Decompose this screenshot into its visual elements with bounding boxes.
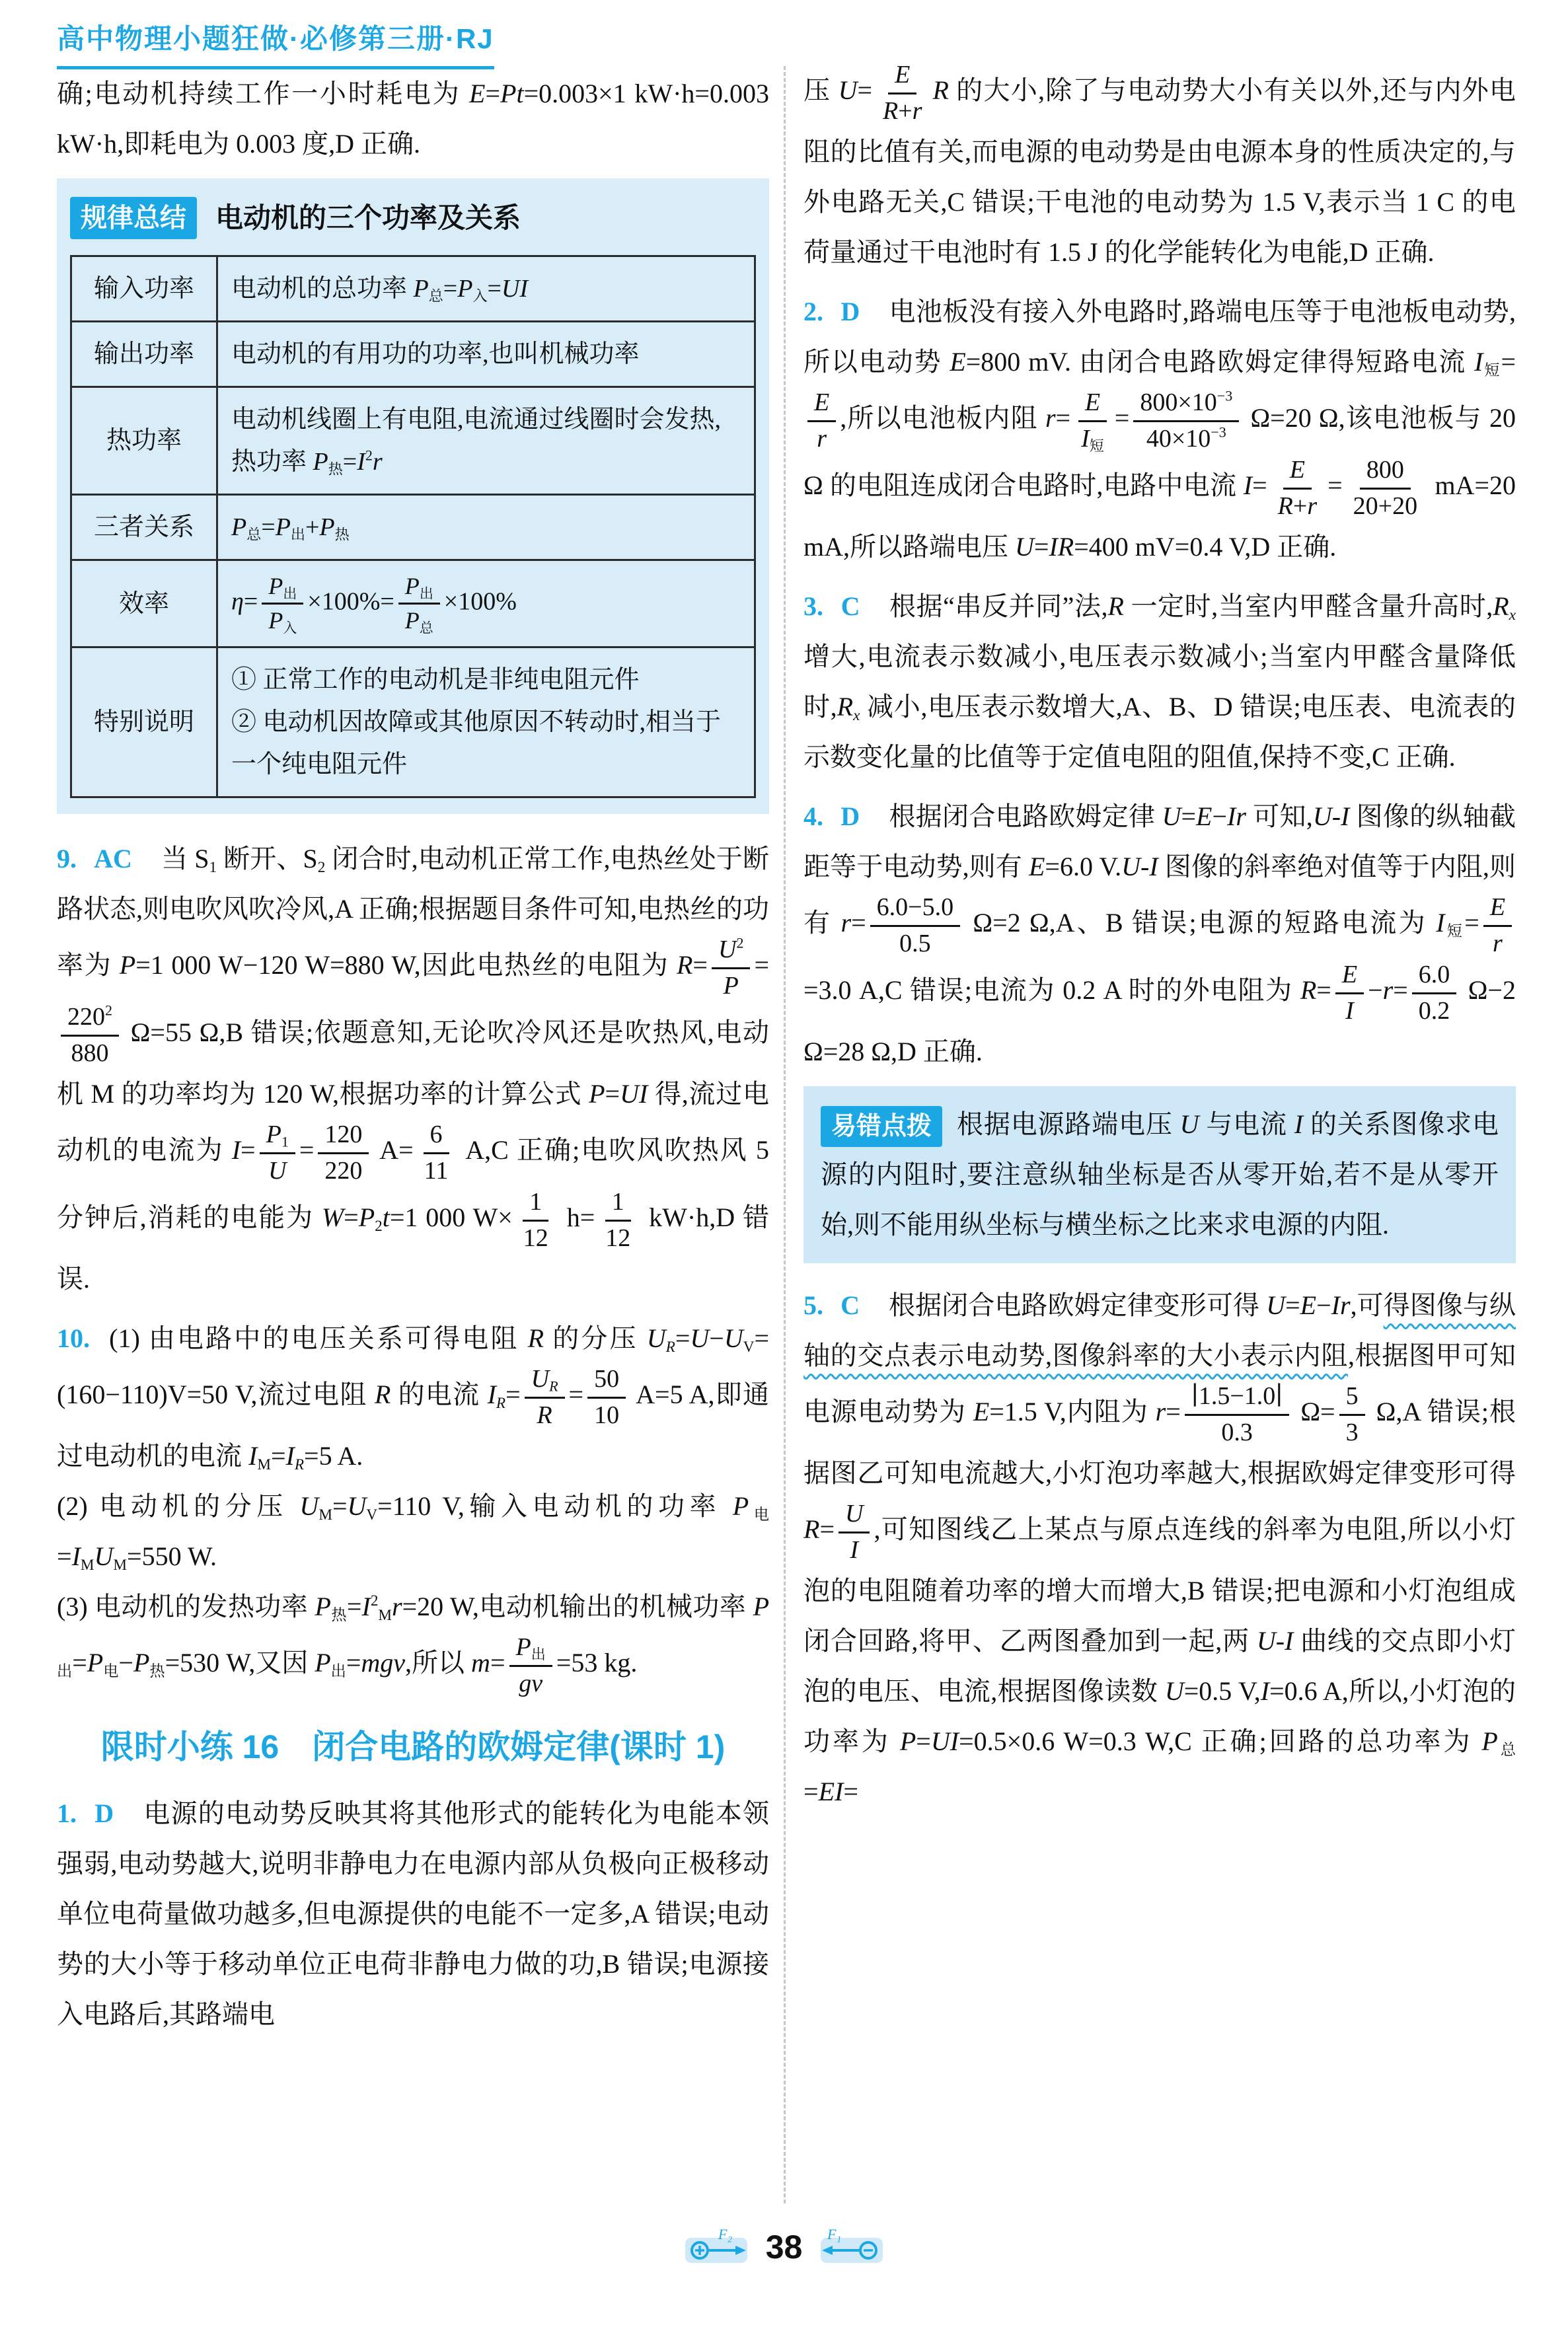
positive-charge-arrow-icon xyxy=(684,2229,750,2266)
page-number: 38 xyxy=(765,2229,803,2266)
answer-text: 电池板没有接入外电路时,路端电压等于电池板电动势,所以电动势 E=800 mV. 由闭合电路欧姆定律得短路电流 $I_短=$ $\frac{E}{r}$ ,所以电池板内阻 r= $\frac{E}{I_短}$ = $\frac{800\times 10^{-3}}{40\times 10^{-3}}$ Ω=20 Ω,该电池板与 20 Ω 的电阻连成闭合电路时,电路中电流 I= $\frac{E}{R+r}$ = $\frac{800}{20+20}$ mA=20 mA,所以路端电压 U=IR=400 mV=0.4 V,D 正确. xyxy=(803,297,1516,562)
table-row xyxy=(71,647,755,797)
answer-item-9 xyxy=(57,834,769,1304)
answer-item-3 xyxy=(803,581,1516,782)
answer-number: 10. xyxy=(57,1323,90,1354)
table-row-value: η= $\frac{P_出}{P_入}$ ×100%= $\frac{P_出}{P_总}$ ×100% xyxy=(217,560,755,647)
table-row-value: ① 正常工作的电动机是非纯电阻元件 ② 电动机因故障或其他原因不转动时,相当于一个纯电阻元件 xyxy=(217,647,755,797)
rules-summary-header xyxy=(70,193,756,243)
answer-number: 3. xyxy=(803,591,823,621)
answer-letter: D xyxy=(94,1798,114,1829)
table-row xyxy=(71,495,755,560)
table-row xyxy=(71,387,755,495)
table-row-key: 三者关系 xyxy=(71,495,217,560)
rules-summary-panel xyxy=(57,178,769,814)
table-row-value: $P_总=P_出+P_热$ xyxy=(217,495,755,560)
continuation-paragraph: 压 U= $\frac{E}{R+r}$ R 的大小,除了与电动势大小有关以外,还与内外电阻的比值有关,而电源的电动势是由电源本身的性质决定的,与外电路无关,C 错误;干电池的电动势为 1.5 V,表示当 1 C 的电荷量通过干电池时有 1.5 J 的化学能转化为电能,D 正确. xyxy=(803,61,1516,267)
force-label-f2: F₂ xyxy=(718,2229,732,2242)
answer-text: 电源的电动势反映其将其他形式的能转化为电能本领强弱,电动势越大,说明非静电力在电源内部从负极向正极移动单位电荷量做功越多,但电源提供的电能不一定多,A 错误;电动势的大小等于移动单位正电荷非静电力做的功,B 错误;电源接入电路后,其路端电 xyxy=(57,1798,770,2030)
column-divider xyxy=(784,66,786,2203)
error-tip-panel xyxy=(803,1086,1516,1263)
answer-item-2 xyxy=(803,287,1516,572)
table-row xyxy=(71,256,755,322)
power-relations-table xyxy=(70,255,756,798)
table-row xyxy=(71,560,755,647)
answer-letter: AC xyxy=(94,844,132,874)
rules-summary-badge: 规律总结 xyxy=(70,197,197,239)
answer-number: 2. xyxy=(803,297,823,326)
table-row-key: 特别说明 xyxy=(71,647,217,797)
error-tip-text: 根据电源路端电压 U 与电流 I 的关系图像求电源的内阻时,要注意纵轴坐标是否从零开始,若不是从零开始,则不能用纵坐标与横坐标之比来求电源的内阻. xyxy=(821,1109,1499,1239)
answer-text: 根据闭合电路欧姆定律变形可得 U=E−Ir,可得图像与纵轴的交点表示电动势,图像斜率的大小表示内阻,根据图甲可知电源电动势为 E=1.5 V,内阻为 r= $\frac{∣1.5-1.0∣}{0.3}$ Ω= $\frac{5}{3}$ Ω,A 错误;根据图乙可知电流越大,小灯泡功率越大,根据欧姆定律变形可得 R= $\frac{U}{I}$ ,可知图线乙上某点与原点连线的斜率为电阻,所以小灯泡的电阻随着功率的增大而增大,B 错误;把电源和小灯泡组成闭合回路,将甲、乙两图叠加到一起,两 U-I 曲线的交点即小灯泡的电压、电流,根据图像读数 U=0.5 V,I=0.6 A,所以,小灯泡的功率为 P=UI=0.5×0.6 W=0.3 W,C 正确;回路的总功率为 $P_总=EI=$ xyxy=(803,1290,1516,1806)
right-column xyxy=(803,59,1516,1826)
table-row-key: 输入功率 xyxy=(71,256,217,322)
answer-number: 1. xyxy=(57,1798,77,1829)
answer-text: 根据“串反并同”法,R 一定时,当室内甲醛含量升高时$,R_x$ 增大,电流表示数减小,电压表示数减小;当室内甲醛含量降低时$,R_x$ 减小,电压表示数增大,A、B、D 错误;电压表、电流表的示数变化量的比值等于定值电阻的阻值,保持不变,C 正确. xyxy=(803,591,1516,772)
intro-paragraph: 确;电动机持续工作一小时耗电为 E=Pt=0.003×1 kW·h=0.003 kW·h,即耗电为 0.003 度,D 正确. xyxy=(57,79,769,159)
force-label-f1: F₁ xyxy=(827,2229,842,2242)
page-footer xyxy=(0,2228,1568,2266)
answer-item-10 xyxy=(57,1313,769,1699)
answer-item-1 xyxy=(57,1789,769,2040)
answer-letter: C xyxy=(840,591,860,621)
answer-text: (1) 由电路中的电压关系可得电阻 R 的分压 $U_R=U-U_V=(160-110)V=50$ V,流过电阻 R 的电流 $I_R=$ $\frac{U_R}{R}$ = $\frac{50}{10}$ A=5 A,即通过电动机的电流 $I_M=I_R=5$ A. (2) 电动机的分压 $U_M=U_V=110$ V,输入电动机的功率 $P_电=I_MU_M=550$ W. (3) 电动机的发热功率 $P_热=I^2_Mr=20$ W,电动机输出的机械功率 $P_出=P_电-P_热=530$ W,又因 $P_出=mgv$,所以 m= $\frac{P_出}{gv}$ =53 kg. xyxy=(57,1323,770,1697)
left-column xyxy=(57,69,769,2049)
answer-text: 根据闭合电路欧姆定律 U=E−Ir 可知,U-I 图像的纵轴截距等于电动势,则有 E=6.0 V.U-I 图像的斜率绝对值等于内阻,则有 r= $\frac{6.0-5.0}{0.5}$ Ω=2 Ω,A、B 错误;电源的短路电流为 $I_短=$ $\frac{E}{r}$ =3.0 A,C 错误;电流为 0.2 A 时的外电阻为 R= $\frac{E}{I}$ −r= $\frac{6.0}{0.2}$ Ω−2 Ω=28 Ω,D 正确. xyxy=(803,801,1516,1066)
answer-item-4 xyxy=(803,792,1516,1077)
table-row-key: 热功率 xyxy=(71,387,217,495)
page-title: 高中物理小题狂做·必修第三册·RJ xyxy=(57,17,494,69)
answer-number: 9. xyxy=(57,844,77,874)
negative-charge-arrow-icon xyxy=(818,2229,884,2266)
answer-item-5 xyxy=(803,1280,1516,1817)
table-row-value: 电动机线圈上有电阻,电流通过线圈时会发热,热功率 $P_热=I^2r$ xyxy=(217,387,755,495)
table-row-value: 电动机的总功率 $P_总=P_入=UI$ xyxy=(217,256,755,322)
table-row-key: 输出功率 xyxy=(71,322,217,387)
table-row xyxy=(71,322,755,387)
answer-letter: D xyxy=(840,801,860,831)
table-row-value: 电动机的有用功的功率,也叫机械功率 xyxy=(217,322,755,387)
answer-number: 5. xyxy=(803,1290,823,1320)
rules-summary-title: 电动机的三个功率及关系 xyxy=(215,202,521,233)
answer-text: 当 $S_1$ 断开、$S_2$ 闭合时,电动机正常工作,电热丝处于断路状态,则电吹风吹冷风,A 正确;根据题目条件可知,电热丝的功率为 P=1 000 W−120 W=880 W,因此电热丝的电阻为 R= $\frac{U^2}{P}$ = $\frac{220^2}{880}$ Ω=55 Ω,B 错误;依题意知,无论吹冷风还是吹热风,电动机 M 的功率均为 120 W,根据功率的计算公式 P=UI 得,流过电动机的电流为 I= $\frac{P_1}{U}$ = $\frac{120}{220}$ A= $\frac{6}{11}$ A,C 正确;电吹风吹热风 5 分钟后,消耗的电能为 $W=P_2t=1$ 000 W× $\frac{1}{12}$ h= $\frac{1}{12}$ kW·h,D 错误. xyxy=(57,844,770,1294)
table-row-key: 效率 xyxy=(71,560,217,647)
answer-letter: D xyxy=(840,297,860,326)
answer-number: 4. xyxy=(803,801,823,831)
section-heading-lesson16: 限时小练 16 闭合电路的欧姆定律(课时 1) xyxy=(100,1728,726,1766)
answer-letter: C xyxy=(840,1290,860,1320)
error-tip-badge: 易错点拨 xyxy=(821,1106,942,1147)
